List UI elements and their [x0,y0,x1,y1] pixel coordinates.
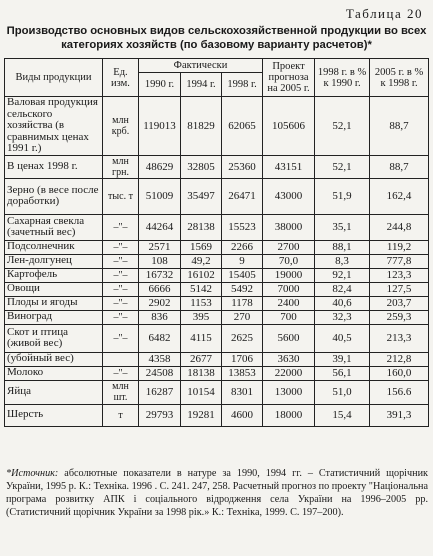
footnote-label: *Источник: [6,468,59,479]
table-row [5,97,429,156]
row-unit: –"– [103,310,139,324]
pct-2005-1998: 391,3 [370,404,429,426]
table-row [5,254,429,268]
row-unit: –"– [103,268,139,282]
value-forecast: 43000 [263,178,315,214]
value-1998: 15405 [222,268,263,282]
value-1990: 16287 [139,380,181,404]
table-row [5,404,429,426]
value-1990: 2902 [139,296,181,310]
value-1998: 9 [222,254,263,268]
pct-1998-1990: 52,1 [315,97,370,156]
value-1994: 2677 [181,352,222,366]
table-row [5,310,429,324]
value-1990: 108 [139,254,181,268]
pct-2005-1998: 160,0 [370,366,429,380]
value-forecast: 3630 [263,352,315,366]
pct-2005-1998: 88,7 [370,97,429,156]
header-pct-2005-1998: 2005 г. в % к 1998 г. [370,59,429,97]
row-unit: –"– [103,254,139,268]
header-pct-1998-1990: 1998 г. в % к 1990 г. [315,59,370,97]
table-row [5,366,429,380]
header-1990: 1990 г. [139,73,181,97]
header-product: Виды продукции [5,59,103,97]
header-forecast: Проект прогноза на 2005 г. [263,59,315,97]
value-1990: 48629 [139,155,181,178]
pct-2005-1998: 777,8 [370,254,429,268]
table-row [5,352,429,366]
pct-1998-1990: 39,1 [315,352,370,366]
value-forecast: 2700 [263,240,315,254]
pct-1998-1990: 51,0 [315,380,370,404]
pct-2005-1998: 203,7 [370,296,429,310]
header-actual: Фактически [139,59,263,73]
row-name: (убойный вес) [5,352,103,366]
value-1998: 13853 [222,366,263,380]
value-1994: 10154 [181,380,222,404]
production-table [4,58,429,427]
row-unit: т [103,404,139,426]
row-unit: –"– [103,240,139,254]
value-1998: 4600 [222,404,263,426]
footnote-text: абсолютные показатели в натуре за 1990, 1994 гг. – Статистичний щорічник України, 1995 р. К.: Техніка. 1996 . С. 241. 247, 258. Расчетный прогноз по проекту "Національна програма розвитку АПК і соціального відродження села України на 1996–2005 рр. (Статистичний щорічник України за 1998 рік.» К.: Техніка, 1999. С. 197–200). [6,468,428,518]
value-1994: 395 [181,310,222,324]
row-unit: –"– [103,366,139,380]
row-name: Валовая продукция сельского хозяйства (в сравнимых ценах 1991 г.) [5,97,103,156]
value-1990: 4358 [139,352,181,366]
header-1998: 1998 г. [222,73,263,97]
value-1990: 44264 [139,214,181,240]
value-1994: 35497 [181,178,222,214]
value-1994: 18138 [181,366,222,380]
pct-1998-1990: 52,1 [315,155,370,178]
value-forecast: 22000 [263,366,315,380]
value-forecast: 70,0 [263,254,315,268]
value-1990: 836 [139,310,181,324]
value-1998: 1178 [222,296,263,310]
value-1994: 1569 [181,240,222,254]
row-name: Плоды и ягоды [5,296,103,310]
pct-2005-1998: 119,2 [370,240,429,254]
value-forecast: 18000 [263,404,315,426]
pct-1998-1990: 15,4 [315,404,370,426]
table-row [5,214,429,240]
pct-2005-1998: 156.6 [370,380,429,404]
table-row [5,324,429,352]
pct-1998-1990: 51,9 [315,178,370,214]
row-unit: тыс. т [103,178,139,214]
value-1994: 49,2 [181,254,222,268]
row-unit: млн шт. [103,380,139,404]
value-1998: 2625 [222,324,263,352]
value-1994: 1153 [181,296,222,310]
value-1990: 119013 [139,97,181,156]
footnote [6,467,428,519]
table-caption: Таблица 20 [345,6,423,21]
pct-2005-1998: 127,5 [370,282,429,296]
pct-2005-1998: 123,3 [370,268,429,282]
pct-1998-1990: 8,3 [315,254,370,268]
table-row [5,178,429,214]
row-name: Овощи [5,282,103,296]
pct-2005-1998: 259,3 [370,310,429,324]
row-name: Виноград [5,310,103,324]
row-name: В ценах 1998 г. [5,155,103,178]
value-forecast: 19000 [263,268,315,282]
pct-2005-1998: 212,8 [370,352,429,366]
value-1998: 8301 [222,380,263,404]
value-1998: 1706 [222,352,263,366]
value-forecast: 5600 [263,324,315,352]
pct-2005-1998: 88,7 [370,155,429,178]
pct-2005-1998: 244,8 [370,214,429,240]
row-unit: млн грн. [103,155,139,178]
row-name: Зерно (в весе после доработки) [5,178,103,214]
pct-1998-1990: 82,4 [315,282,370,296]
row-name: Скот и птица (живой вес) [5,324,103,352]
value-forecast: 38000 [263,214,315,240]
value-forecast: 700 [263,310,315,324]
value-1990: 6666 [139,282,181,296]
value-forecast: 2400 [263,296,315,310]
value-1990: 29793 [139,404,181,426]
pct-1998-1990: 40,6 [315,296,370,310]
table-row [5,296,429,310]
value-1998: 270 [222,310,263,324]
value-1998: 2266 [222,240,263,254]
pct-1998-1990: 88,1 [315,240,370,254]
row-unit: млн крб. [103,97,139,156]
row-name: Шерсть [5,404,103,426]
pct-2005-1998: 213,3 [370,324,429,352]
pct-1998-1990: 56,1 [315,366,370,380]
value-1998: 26471 [222,178,263,214]
value-forecast: 43151 [263,155,315,178]
value-1994: 4115 [181,324,222,352]
row-unit: –"– [103,282,139,296]
row-unit: –"– [103,214,139,240]
value-forecast: 13000 [263,380,315,404]
value-1994: 32805 [181,155,222,178]
value-forecast: 105606 [263,97,315,156]
value-1990: 51009 [139,178,181,214]
pct-1998-1990: 32,3 [315,310,370,324]
pct-1998-1990: 35,1 [315,214,370,240]
row-name: Картофель [5,268,103,282]
value-1998: 62065 [222,97,263,156]
value-forecast: 7000 [263,282,315,296]
pct-1998-1990: 40,5 [315,324,370,352]
header-unit: Ед. изм. [103,59,139,97]
table-row [5,268,429,282]
value-1990: 2571 [139,240,181,254]
value-1990: 24508 [139,366,181,380]
table-row [5,155,429,178]
value-1998: 5492 [222,282,263,296]
row-name: Подсолнечник [5,240,103,254]
table-row [5,282,429,296]
row-name: Сахарная свекла (зачетный вес) [5,214,103,240]
header-1994: 1994 г. [181,73,222,97]
value-1994: 16102 [181,268,222,282]
row-name: Яйца [5,380,103,404]
row-name: Лен-долгунец [5,254,103,268]
table-body [5,97,429,427]
value-1994: 19281 [181,404,222,426]
row-name: Молоко [5,366,103,380]
value-1998: 15523 [222,214,263,240]
value-1998: 25360 [222,155,263,178]
pct-1998-1990: 92,1 [315,268,370,282]
value-1990: 6482 [139,324,181,352]
value-1994: 81829 [181,97,222,156]
value-1994: 28138 [181,214,222,240]
row-unit: –"– [103,296,139,310]
value-1994: 5142 [181,282,222,296]
table-title: Производство основных видов сельскохозяйственной продукции во всех категориях хозяйств (по базовому варианту расчетов)* [6,25,427,51]
value-1990: 16732 [139,268,181,282]
pct-2005-1998: 162,4 [370,178,429,214]
row-unit: –"– [103,324,139,352]
table-row [5,380,429,404]
table-row [5,240,429,254]
row-unit [103,352,139,366]
